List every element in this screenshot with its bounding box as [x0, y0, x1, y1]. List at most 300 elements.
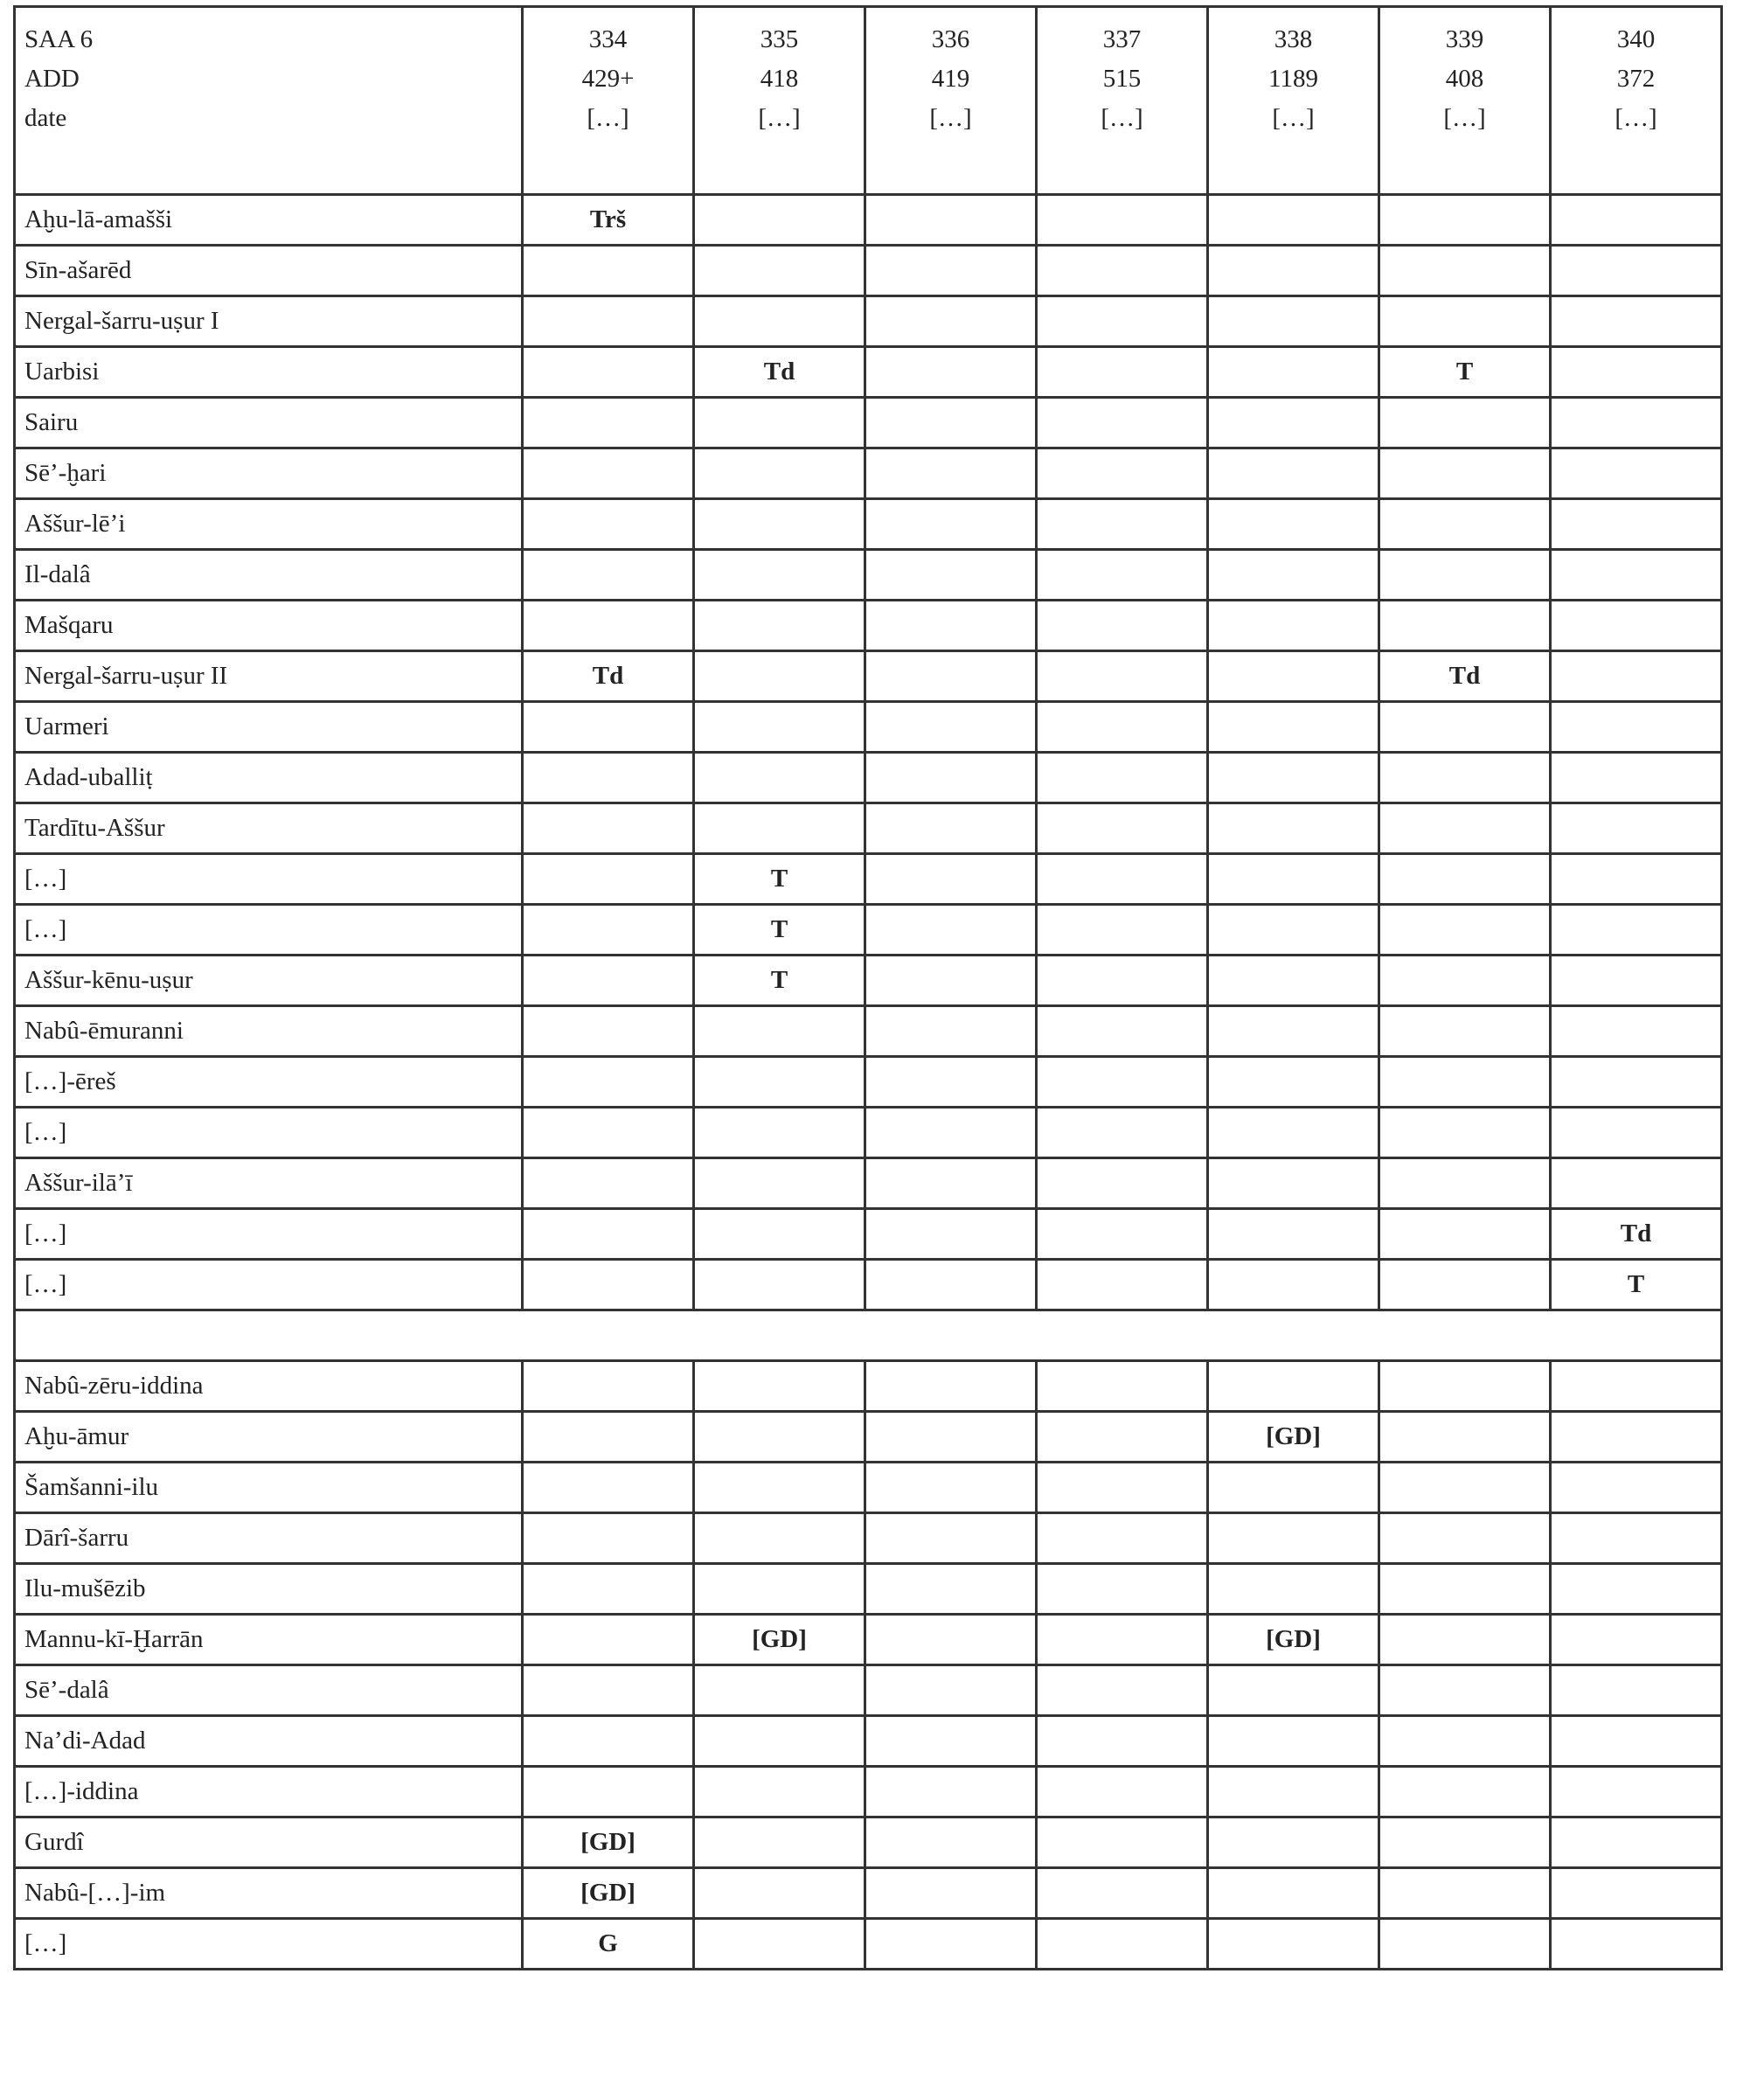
role-cell: [865, 499, 1037, 550]
role-cell: [865, 1209, 1037, 1260]
role-cell: [1379, 499, 1551, 550]
table-row: [15, 347, 1722, 398]
role-cell: [865, 601, 1037, 651]
role-cell: [1037, 1006, 1208, 1057]
table-row: [15, 1057, 1722, 1108]
header-saa-value: 336: [931, 25, 970, 53]
role-cell: [1208, 1361, 1379, 1412]
role-cell: [523, 1108, 694, 1158]
role-cell: [694, 1108, 865, 1158]
role-cell: [694, 651, 865, 702]
role-cell: [1208, 1260, 1379, 1310]
role-cell: [1379, 956, 1551, 1006]
role-cell: [1379, 1361, 1551, 1412]
role-cell: [1208, 195, 1379, 246]
role-cell: [865, 347, 1037, 398]
role-cell: [523, 550, 694, 601]
role-cell: [1551, 1361, 1722, 1412]
role-cell: [1208, 1767, 1379, 1817]
role-cell: [1551, 753, 1722, 803]
table-row: [15, 398, 1722, 448]
role-cell: [1379, 1615, 1551, 1665]
person-name: Nergal-šarru-uṣur I: [15, 296, 523, 347]
table-row: [15, 1108, 1722, 1158]
role-cell: [523, 398, 694, 448]
header-saa-value: 338: [1274, 25, 1313, 53]
role-cell: [GD]: [694, 1615, 865, 1665]
role-cell: [694, 1919, 865, 1970]
role-cell: [865, 448, 1037, 499]
table-row: [15, 1817, 1722, 1868]
table-row: [15, 1615, 1722, 1665]
role-cell: [1551, 398, 1722, 448]
role-cell: [523, 1513, 694, 1564]
role-cell: [523, 1665, 694, 1716]
table-row: [15, 550, 1722, 601]
header-label-cell: [15, 7, 523, 195]
role-cell: [523, 1361, 694, 1412]
person-name: Sīn-ašarēd: [15, 246, 523, 296]
role-cell: [1551, 1006, 1722, 1057]
person-name: […]: [15, 1919, 523, 1970]
person-name: Uarmeri: [15, 702, 523, 753]
role-cell: Td: [694, 347, 865, 398]
role-cell: [1379, 1513, 1551, 1564]
role-cell: [1208, 398, 1379, 448]
role-cell: Td: [523, 651, 694, 702]
role-cell: [1208, 448, 1379, 499]
person-name: Adad-uballiṭ: [15, 753, 523, 803]
role-cell: [1208, 753, 1379, 803]
role-cell: T: [694, 854, 865, 905]
role-cell: [694, 550, 865, 601]
role-cell: [523, 905, 694, 956]
table-row: [15, 905, 1722, 956]
table-row: [15, 1767, 1722, 1817]
role-cell: [1551, 1564, 1722, 1615]
role-cell: [694, 1006, 865, 1057]
table-row: [15, 1513, 1722, 1564]
role-cell: [1037, 550, 1208, 601]
role-cell: [1208, 1057, 1379, 1108]
table-row: [15, 702, 1722, 753]
header-date-value: […]: [587, 104, 629, 132]
role-cell: [694, 1817, 865, 1868]
role-cell: [694, 246, 865, 296]
person-name: Nabû-ēmuranni: [15, 1006, 523, 1057]
role-cell: [1379, 854, 1551, 905]
table-row: [15, 1158, 1722, 1209]
role-cell: [1551, 702, 1722, 753]
role-cell: [1208, 803, 1379, 854]
role-cell: [694, 448, 865, 499]
role-cell: [1379, 702, 1551, 753]
role-cell: [694, 753, 865, 803]
role-cell: [694, 1868, 865, 1919]
role-cell: [1379, 1919, 1551, 1970]
person-name: Na’di-Adad: [15, 1716, 523, 1767]
role-cell: [865, 1513, 1037, 1564]
role-cell: [865, 550, 1037, 601]
role-cell: [865, 1817, 1037, 1868]
role-cell: [1037, 1108, 1208, 1158]
header-label-saa: SAA 6: [24, 25, 94, 53]
role-cell: [865, 702, 1037, 753]
role-cell: [1037, 347, 1208, 398]
role-cell: [523, 1209, 694, 1260]
role-cell: [1208, 1868, 1379, 1919]
role-cell: [1208, 601, 1379, 651]
role-cell: Trš: [523, 195, 694, 246]
section-divider-row: [15, 1310, 1722, 1361]
person-name: […]-iddina: [15, 1767, 523, 1817]
role-cell: [1379, 1817, 1551, 1868]
role-cell: [865, 1716, 1037, 1767]
header-column: [694, 7, 865, 195]
table-row: [15, 1260, 1722, 1310]
role-cell: [1037, 1209, 1208, 1260]
role-cell: [865, 1868, 1037, 1919]
role-cell: [1208, 296, 1379, 347]
role-cell: [1551, 1158, 1722, 1209]
role-cell: [694, 1463, 865, 1513]
role-cell: [523, 1463, 694, 1513]
role-cell: [523, 1006, 694, 1057]
role-cell: [523, 499, 694, 550]
role-cell: [694, 1412, 865, 1463]
role-cell: T: [694, 956, 865, 1006]
role-cell: [1551, 1665, 1722, 1716]
role-cell: [1551, 803, 1722, 854]
role-cell: [GD]: [523, 1817, 694, 1868]
role-cell: [1037, 1412, 1208, 1463]
role-cell: [865, 753, 1037, 803]
role-cell: [1379, 246, 1551, 296]
role-cell: [523, 296, 694, 347]
role-cell: [1551, 347, 1722, 398]
role-cell: [1208, 347, 1379, 398]
person-name: Nabû-zēru-iddina: [15, 1361, 523, 1412]
role-cell: [694, 195, 865, 246]
header-column: [523, 7, 694, 195]
role-cell: [1551, 601, 1722, 651]
role-cell: [1037, 499, 1208, 550]
role-cell: [GD]: [1208, 1412, 1379, 1463]
person-name: Aššur-lē’i: [15, 499, 523, 550]
role-cell: [523, 246, 694, 296]
person-name: Sairu: [15, 398, 523, 448]
role-cell: [865, 246, 1037, 296]
role-cell: [1208, 1209, 1379, 1260]
role-cell: [1208, 702, 1379, 753]
header-saa-value: 340: [1616, 25, 1656, 53]
role-cell: [1037, 1615, 1208, 1665]
role-cell: [1037, 702, 1208, 753]
role-cell: [1551, 1716, 1722, 1767]
role-cell: [694, 1260, 865, 1310]
role-cell: [865, 1665, 1037, 1716]
role-cell: [1551, 499, 1722, 550]
role-cell: [694, 601, 865, 651]
header-add-value: 372: [1616, 65, 1656, 93]
role-cell: [1551, 1919, 1722, 1970]
role-cell: [1208, 1817, 1379, 1868]
person-name: Ilu-mušēzib: [15, 1564, 523, 1615]
role-cell: [1551, 1513, 1722, 1564]
role-cell: [865, 1006, 1037, 1057]
role-cell: [1551, 448, 1722, 499]
role-cell: [1208, 1158, 1379, 1209]
header-saa-value: 334: [588, 25, 628, 53]
role-cell: [1551, 1817, 1722, 1868]
role-cell: [694, 1513, 865, 1564]
role-cell: [1208, 651, 1379, 702]
role-cell: [865, 1108, 1037, 1158]
role-cell: [1551, 956, 1722, 1006]
table-row: [15, 1463, 1722, 1513]
role-cell: [865, 956, 1037, 1006]
person-name: Nergal-šarru-uṣur II: [15, 651, 523, 702]
header-label-add: ADD: [24, 65, 80, 93]
role-cell: [1037, 854, 1208, 905]
role-cell: [1208, 499, 1379, 550]
role-cell: [1037, 1260, 1208, 1310]
role-cell: [1551, 1057, 1722, 1108]
role-cell: [1208, 1006, 1379, 1057]
person-name: Nabû-[…]-im: [15, 1868, 523, 1919]
person-name: […]: [15, 1260, 523, 1310]
header-saa-value: 339: [1445, 25, 1484, 53]
role-cell: [1037, 1817, 1208, 1868]
role-cell: [1208, 1108, 1379, 1158]
person-name: Dārî-šarru: [15, 1513, 523, 1564]
header-date-value: […]: [1101, 104, 1143, 132]
role-cell: [694, 803, 865, 854]
header-add-value: 418: [760, 65, 799, 93]
role-cell: [1379, 448, 1551, 499]
role-cell: [1037, 651, 1208, 702]
role-cell: [1037, 1665, 1208, 1716]
role-cell: [GD]: [523, 1868, 694, 1919]
role-cell: [1379, 1158, 1551, 1209]
person-name: […]: [15, 905, 523, 956]
role-cell: [1037, 448, 1208, 499]
header-column: [1379, 7, 1551, 195]
header-date-value: […]: [758, 104, 801, 132]
header-date-value: […]: [1272, 104, 1315, 132]
person-name: Mannu-kī-Ḫarrān: [15, 1615, 523, 1665]
role-cell: [865, 296, 1037, 347]
table-row: [15, 956, 1722, 1006]
person-name: Tardītu-Aššur: [15, 803, 523, 854]
role-cell: [1037, 1868, 1208, 1919]
role-cell: [1208, 246, 1379, 296]
header-column: [1551, 7, 1722, 195]
role-cell: [523, 1767, 694, 1817]
role-cell: [1551, 296, 1722, 347]
table-row: [15, 246, 1722, 296]
role-cell: [1379, 296, 1551, 347]
role-cell: [1551, 195, 1722, 246]
role-cell: [GD]: [1208, 1615, 1379, 1665]
header-date-value: […]: [929, 104, 972, 132]
role-cell: [694, 1716, 865, 1767]
table-row: [15, 195, 1722, 246]
role-cell: [1037, 246, 1208, 296]
person-name: Sē’-dalâ: [15, 1665, 523, 1716]
role-cell: [694, 1057, 865, 1108]
role-cell: [1379, 1412, 1551, 1463]
role-cell: [694, 1209, 865, 1260]
role-cell: [523, 702, 694, 753]
role-cell: [523, 956, 694, 1006]
role-cell: [1379, 1006, 1551, 1057]
role-cell: [1208, 905, 1379, 956]
role-cell: [523, 803, 694, 854]
header-saa-value: 337: [1102, 25, 1142, 53]
role-cell: [1037, 1716, 1208, 1767]
role-cell: [1551, 1463, 1722, 1513]
role-cell: [1037, 195, 1208, 246]
section-divider: [15, 1310, 1722, 1361]
table-row: [15, 1665, 1722, 1716]
role-cell: [1208, 1919, 1379, 1970]
table-row: [15, 1868, 1722, 1919]
role-cell: [1037, 956, 1208, 1006]
table-row: [15, 1564, 1722, 1615]
role-cell: [1379, 1260, 1551, 1310]
header-add-value: 408: [1445, 65, 1484, 93]
role-cell: [1379, 905, 1551, 956]
role-cell: [1208, 550, 1379, 601]
table-row: [15, 1209, 1722, 1260]
role-cell: [1379, 1463, 1551, 1513]
role-cell: [1551, 905, 1722, 956]
role-cell: Td: [1379, 651, 1551, 702]
header-label-date: date: [24, 104, 67, 132]
table-row: [15, 651, 1722, 702]
table-row: [15, 601, 1722, 651]
table-row: [15, 1006, 1722, 1057]
role-cell: [1379, 1108, 1551, 1158]
role-cell: [1037, 1361, 1208, 1412]
role-cell: [1379, 398, 1551, 448]
role-cell: [1037, 753, 1208, 803]
role-cell: [865, 398, 1037, 448]
person-name: […]-ēreš: [15, 1057, 523, 1108]
witness-table: [13, 5, 1723, 1970]
table-row: [15, 448, 1722, 499]
table-row: [15, 854, 1722, 905]
role-cell: [1379, 803, 1551, 854]
role-cell: [1037, 803, 1208, 854]
role-cell: [694, 1564, 865, 1615]
table-row: [15, 1919, 1722, 1970]
role-cell: Td: [1551, 1209, 1722, 1260]
role-cell: [865, 1361, 1037, 1412]
table-row: [15, 499, 1722, 550]
header-column: [1037, 7, 1208, 195]
role-cell: [1037, 1919, 1208, 1970]
role-cell: T: [1379, 347, 1551, 398]
header-add-value: 1189: [1268, 65, 1318, 93]
role-cell: [523, 1716, 694, 1767]
role-cell: [1037, 905, 1208, 956]
role-cell: [1379, 1564, 1551, 1615]
role-cell: [865, 651, 1037, 702]
role-cell: [865, 1767, 1037, 1817]
role-cell: [694, 1665, 865, 1716]
role-cell: [523, 1564, 694, 1615]
person-name: Sē’-ḫari: [15, 448, 523, 499]
table-row: [15, 1361, 1722, 1412]
role-cell: [694, 1767, 865, 1817]
person-name: Uarbisi: [15, 347, 523, 398]
role-cell: [1551, 246, 1722, 296]
role-cell: [865, 1158, 1037, 1209]
role-cell: [694, 1158, 865, 1209]
role-cell: [1208, 854, 1379, 905]
role-cell: [1379, 1665, 1551, 1716]
role-cell: [1208, 1564, 1379, 1615]
role-cell: [1037, 1513, 1208, 1564]
role-cell: [523, 347, 694, 398]
role-cell: [1037, 601, 1208, 651]
role-cell: [1379, 1209, 1551, 1260]
person-name: […]: [15, 1108, 523, 1158]
person-name: Il-dalâ: [15, 550, 523, 601]
table-row: [15, 296, 1722, 347]
person-name: Šamšanni-ilu: [15, 1463, 523, 1513]
role-cell: [1379, 1868, 1551, 1919]
role-cell: [865, 1919, 1037, 1970]
role-cell: [1037, 398, 1208, 448]
header-date-value: […]: [1443, 104, 1486, 132]
role-cell: [523, 753, 694, 803]
header-row: [15, 7, 1722, 195]
role-cell: [523, 1615, 694, 1665]
role-cell: [523, 601, 694, 651]
role-cell: [1037, 1463, 1208, 1513]
table-row: [15, 1716, 1722, 1767]
role-cell: [694, 499, 865, 550]
role-cell: T: [694, 905, 865, 956]
role-cell: [1037, 296, 1208, 347]
role-cell: [865, 1564, 1037, 1615]
person-name: Mašqaru: [15, 601, 523, 651]
role-cell: [1551, 1868, 1722, 1919]
header-add-value: 515: [1102, 65, 1142, 93]
role-cell: [865, 905, 1037, 956]
role-cell: [1551, 1412, 1722, 1463]
role-cell: [1208, 1716, 1379, 1767]
role-cell: [694, 296, 865, 347]
role-cell: [865, 854, 1037, 905]
person-name: […]: [15, 854, 523, 905]
role-cell: [1551, 651, 1722, 702]
table-row: [15, 753, 1722, 803]
role-cell: [523, 1158, 694, 1209]
role-cell: T: [1551, 1260, 1722, 1310]
role-cell: [1551, 1615, 1722, 1665]
role-cell: [1208, 1665, 1379, 1716]
role-cell: [865, 1615, 1037, 1665]
person-name: Aḫu-āmur: [15, 1412, 523, 1463]
role-cell: [1551, 1108, 1722, 1158]
person-name: Gurdî: [15, 1817, 523, 1868]
role-cell: [694, 398, 865, 448]
header-saa-value: 335: [760, 25, 799, 53]
